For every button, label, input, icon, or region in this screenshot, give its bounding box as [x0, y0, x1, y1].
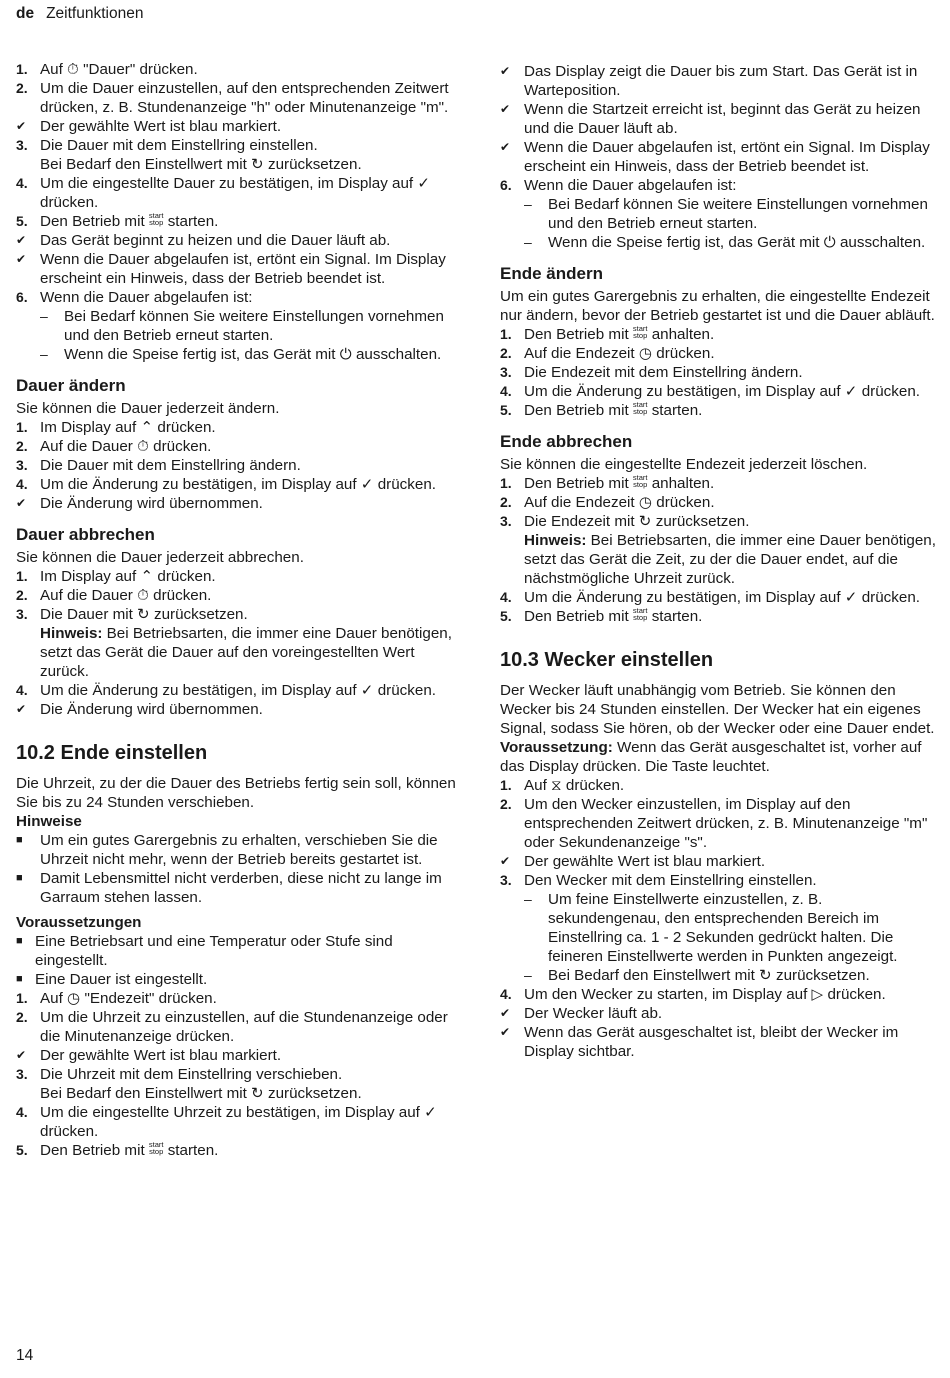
step-item: [500, 607, 938, 626]
step-item: [16, 136, 456, 155]
item-text: Um die Dauer einzustellen, auf den entsprechenden Zeitwert drücken, z. B. Stundenanzeige "h" oder Minutenanzeige "m".: [40, 80, 449, 116]
step-number: 1.: [500, 326, 512, 342]
bullet-list: [16, 932, 456, 989]
item-text: Der gewählte Wert ist blau markiert.: [40, 118, 282, 135]
item-text: Bei Bedarf den Einstellwert mit ↻ zurücksetzen.: [40, 1085, 362, 1102]
item-text: Auf ◷ "Endezeit" drücken.: [40, 990, 217, 1007]
sub-item: [500, 890, 938, 966]
item-text: Auf die Endezeit ◷ drücken.: [524, 494, 715, 511]
heading-ende-aendern: Ende ändern: [500, 264, 603, 283]
result-check-icon: ✔: [500, 854, 511, 868]
right-column: [500, 62, 938, 1061]
sub-item: [16, 307, 456, 345]
step-number: 4.: [16, 682, 28, 698]
step-list: [500, 474, 938, 531]
item-text: Wenn die Dauer abgelaufen ist, ertönt ein Signal. Im Display erscheint ein Hinweis, dass der Betrieb beendet ist.: [40, 251, 446, 287]
start-stop-icon: start stop: [632, 324, 648, 340]
step-item: [16, 700, 456, 719]
heading-dauer-abbrechen: Dauer abbrechen: [16, 525, 155, 544]
step-item: [16, 605, 456, 624]
item-text: Auf die Endezeit ◷ drücken.: [524, 345, 715, 362]
note-text: Bei Betriebsarten, die immer eine Dauer benötigen, setzt das Gerät die Zeit, zu der die Dauer endet, auf die nächstmögliche Uhrzeit zurück.: [524, 532, 936, 587]
item-text: Die Endezeit mit ↻ zurücksetzen.: [524, 513, 750, 530]
step-item: [500, 100, 938, 138]
note: [500, 531, 938, 588]
paragraph: Sie können die eingestellte Endezeit jederzeit löschen.: [500, 456, 868, 473]
item-text: Im Display auf ⌃ drücken.: [40, 419, 216, 436]
page-header: [16, 4, 143, 23]
item-text: Um die Änderung zu bestätigen, im Display auf ✓ drücken.: [40, 682, 436, 699]
item-text: Um die eingestellte Dauer zu bestätigen, im Display auf ✓ drücken.: [40, 175, 431, 211]
bullet-item: [16, 831, 456, 869]
step-number: 3.: [500, 364, 512, 380]
result-check-icon: ✔: [500, 64, 511, 78]
step-number: 4.: [16, 476, 28, 492]
step-number: 3.: [16, 1066, 28, 1082]
item-text: Bei Bedarf den Einstellwert mit ↻ zurücksetzen.: [40, 156, 362, 173]
square-bullet-icon: ■: [16, 935, 23, 947]
step-item: [16, 437, 456, 456]
step-list: [16, 989, 456, 1160]
step-number: 4.: [500, 383, 512, 399]
step-list: [16, 681, 456, 719]
prerequisite: [500, 738, 938, 776]
heading-hinweise: Hinweise: [16, 813, 82, 830]
step-item: [500, 1023, 938, 1061]
step-number: 1.: [500, 475, 512, 491]
step-number: 5.: [16, 1142, 28, 1158]
heading-wecker-einstellen: 10.3 Wecker einstellen: [500, 649, 714, 671]
step-list: [500, 588, 938, 626]
result-check-icon: ✔: [16, 702, 27, 716]
item-text: Auf ⧖ drücken.: [524, 777, 625, 794]
dash-marker: –: [524, 234, 532, 250]
sub-list: [500, 195, 938, 252]
item-text: Wenn die Speise fertig ist, das Gerät mit ⏻ ausschalten.: [548, 234, 926, 251]
heading-ende-abbrechen: Ende abbrechen: [500, 432, 633, 451]
result-check-icon: ✔: [16, 496, 27, 510]
step-item: [16, 456, 456, 475]
step-number: 1.: [16, 990, 28, 1006]
step-item: [16, 250, 456, 288]
step-item: [500, 344, 938, 363]
step-item: [16, 79, 456, 117]
step-number: 4.: [16, 175, 28, 191]
start-stop-icon: start stop: [632, 473, 648, 489]
item-text: Den Betrieb mit start stop anhalten.: [524, 324, 715, 343]
result-check-icon: ✔: [16, 233, 27, 247]
sub-item: [500, 195, 938, 233]
start-stop-icon: start stop: [632, 606, 648, 622]
item-text: Den Betrieb mit start stop starten.: [40, 1140, 219, 1159]
step-item: [16, 1084, 456, 1103]
item-text: Um die Änderung zu bestätigen, im Display auf ✓ drücken.: [524, 589, 920, 606]
item-text: Wenn die Dauer abgelaufen ist:: [524, 177, 737, 194]
note-label: Hinweis:: [524, 532, 587, 549]
dash-marker: –: [524, 196, 532, 212]
step-number: 5.: [500, 608, 512, 624]
square-bullet-icon: ■: [16, 872, 23, 884]
step-item: [500, 325, 938, 344]
result-check-icon: ✔: [16, 1048, 27, 1062]
item-text: Wenn die Speise fertig ist, das Gerät mit ⏻ ausschalten.: [64, 346, 442, 363]
heading-ende-einstellen: 10.2 Ende einstellen: [16, 742, 208, 764]
paragraph: Sie können die Dauer jederzeit abbrechen.: [16, 549, 304, 566]
item-text: Bei Bedarf können Sie weitere Einstellungen vornehmen und den Betrieb erneut starten.: [548, 196, 928, 232]
bullet-item: [16, 970, 456, 989]
step-list: [16, 60, 456, 307]
item-text: Um den Wecker zu starten, im Display auf ▷ drücken.: [524, 986, 886, 1003]
step-item: [16, 681, 456, 700]
item-text: Die Endezeit mit dem Einstellring ändern.: [524, 364, 803, 381]
step-number: 2.: [500, 345, 512, 361]
step-item: [500, 985, 938, 1004]
bullet-list: [16, 831, 456, 907]
item-text: Den Wecker mit dem Einstellring einstellen.: [524, 872, 817, 889]
step-item: [500, 795, 938, 852]
item-text: Der Wecker läuft ab.: [524, 1005, 663, 1022]
item-text: Bei Bedarf den Einstellwert mit ↻ zurücksetzen.: [548, 967, 870, 984]
step-number: 6.: [500, 177, 512, 193]
item-text: Um die Änderung zu bestätigen, im Display auf ✓ drücken.: [524, 383, 920, 400]
result-check-icon: ✔: [500, 1025, 511, 1039]
language-code: de: [16, 5, 35, 22]
item-text: Um ein gutes Garergebnis zu erhalten, verschieben Sie die Uhrzeit nicht mehr, wenn der Betrieb bereits gestartet ist.: [40, 832, 438, 868]
step-item: [500, 62, 938, 100]
step-item: [16, 1103, 456, 1141]
dash-marker: –: [40, 308, 48, 324]
step-item: [500, 871, 938, 890]
item-text: Die Dauer mit dem Einstellring ändern.: [40, 457, 301, 474]
item-text: Wenn die Startzeit erreicht ist, beginnt das Gerät zu heizen und die Dauer läuft ab.: [524, 101, 921, 137]
item-text: Den Betrieb mit start stop starten.: [40, 211, 219, 230]
result-check-icon: ✔: [16, 119, 27, 133]
item-text: Der gewählte Wert ist blau markiert.: [524, 853, 766, 870]
step-item: [500, 493, 938, 512]
step-number: 2.: [16, 1009, 28, 1025]
result-check-icon: ✔: [500, 140, 511, 154]
step-item: [16, 155, 456, 174]
sub-item: [16, 345, 456, 364]
step-number: 4.: [500, 589, 512, 605]
paragraph: Um ein gutes Garergebnis zu erhalten, die eingestellte Endezeit nur ändern, bevor der Betrieb gestartet ist und die Dauer abläuft.: [500, 288, 935, 324]
step-number: 2.: [500, 796, 512, 812]
step-number: 3.: [16, 137, 28, 153]
step-item: [16, 1008, 456, 1046]
step-number: 1.: [500, 777, 512, 793]
step-item: [16, 117, 456, 136]
step-item: [500, 363, 938, 382]
step-item: [16, 418, 456, 437]
step-item: [16, 212, 456, 231]
square-bullet-icon: ■: [16, 834, 23, 846]
item-text: Das Display zeigt die Dauer bis zum Start. Das Gerät ist in Warteposition.: [524, 63, 918, 99]
step-list: [500, 325, 938, 420]
dash-marker: –: [524, 891, 532, 907]
step-item: [16, 494, 456, 513]
sub-item: [500, 966, 938, 985]
step-number: 2.: [16, 587, 28, 603]
step-number: 2.: [16, 80, 28, 96]
step-list: [500, 776, 938, 890]
dash-marker: –: [40, 346, 48, 362]
step-number: 3.: [500, 872, 512, 888]
step-list: [16, 567, 456, 624]
step-number: 3.: [16, 606, 28, 622]
item-text: Wenn die Dauer abgelaufen ist:: [40, 289, 253, 306]
bullet-item: [16, 932, 456, 970]
item-text: Wenn die Dauer abgelaufen ist, ertönt ein Signal. Im Display erscheint ein Hinweis, dass der Betrieb beendet ist.: [524, 139, 930, 175]
item-text: Eine Dauer ist eingestellt.: [35, 971, 208, 988]
item-text: Die Dauer mit ↻ zurücksetzen.: [40, 606, 248, 623]
step-item: [16, 989, 456, 1008]
item-text: Auf die Dauer ⏱ drücken.: [40, 587, 212, 604]
step-list: [16, 418, 456, 513]
bullet-item: [16, 869, 456, 907]
heading-voraussetzungen: Voraussetzungen: [16, 914, 142, 931]
step-item: [16, 174, 456, 212]
result-check-icon: ✔: [500, 102, 511, 116]
item-text: Eine Betriebsart und eine Temperatur oder Stufe sind eingestellt.: [35, 933, 393, 969]
step-item: [500, 474, 938, 493]
step-item: [16, 231, 456, 250]
step-item: [16, 1141, 456, 1160]
item-text: Im Display auf ⌃ drücken.: [40, 568, 216, 585]
item-text: Bei Bedarf können Sie weitere Einstellungen vornehmen und den Betrieb erneut starten.: [64, 308, 444, 344]
item-text: Den Betrieb mit start stop starten.: [524, 400, 703, 419]
step-number: 4.: [16, 1104, 28, 1120]
sub-item: [500, 233, 938, 252]
item-text: Auf ⏱ "Dauer" drücken.: [40, 61, 198, 78]
paragraph: Die Uhrzeit, zu der die Dauer des Betriebs fertig sein soll, können Sie bis zu 24 Stunden verschieben.: [16, 775, 456, 811]
step-list: [500, 985, 938, 1061]
step-item: [500, 401, 938, 420]
item-text: Den Betrieb mit start stop anhalten.: [524, 473, 715, 492]
step-item: [500, 176, 938, 195]
step-number: 6.: [16, 289, 28, 305]
result-check-icon: ✔: [500, 1006, 511, 1020]
item-text: Die Dauer mit dem Einstellring einstellen.: [40, 137, 318, 154]
step-number: 1.: [16, 568, 28, 584]
note: [16, 624, 456, 681]
step-item: [16, 288, 456, 307]
item-text: Der gewählte Wert ist blau markiert.: [40, 1047, 282, 1064]
item-text: Das Gerät beginnt zu heizen und die Dauer läuft ab.: [40, 232, 391, 249]
start-stop-icon: start stop: [632, 400, 648, 416]
prerequisite-label: Voraussetzung:: [500, 739, 613, 756]
note-label: Hinweis:: [40, 625, 103, 642]
step-list: [500, 62, 938, 195]
step-number: 5.: [16, 213, 28, 229]
paragraph: Sie können die Dauer jederzeit ändern.: [16, 400, 280, 417]
step-item: [16, 1046, 456, 1065]
heading-dauer-aendern: Dauer ändern: [16, 376, 126, 395]
item-text: Damit Lebensmittel nicht verderben, diese nicht zu lange im Garraum stehen lassen.: [40, 870, 442, 906]
item-text: Auf die Dauer ⏱ drücken.: [40, 438, 212, 455]
item-text: Um den Wecker einzustellen, im Display auf den entsprechenden Zeitwert drücken, z. B. Minutenanzeige "m" oder Sekundenanzeige "s".: [524, 796, 928, 851]
step-item: [500, 588, 938, 607]
step-item: [500, 776, 938, 795]
dash-marker: –: [524, 967, 532, 983]
prerequisite-text: Wenn das Gerät ausgeschaltet ist, vorher auf das Display drücken. Die Taste leuchtet.: [500, 739, 922, 775]
note-text: Bei Betriebsarten, die immer eine Dauer benötigen, setzt das Gerät die Dauer auf den voreingestellten Wert zurück.: [40, 625, 452, 680]
step-item: [16, 567, 456, 586]
section-title: Zeitfunktionen: [46, 5, 144, 22]
step-item: [16, 1065, 456, 1084]
item-text: Um die Änderung zu bestätigen, im Display auf ✓ drücken.: [40, 476, 436, 493]
sub-list: [500, 890, 938, 985]
left-column: [16, 60, 456, 1160]
item-text: Um die eingestellte Uhrzeit zu bestätigen, im Display auf ✓ drücken.: [40, 1104, 437, 1140]
step-number: 3.: [16, 457, 28, 473]
sub-list: [16, 307, 456, 364]
item-text: Die Uhrzeit mit dem Einstellring verschieben.: [40, 1066, 343, 1083]
item-text: Die Änderung wird übernommen.: [40, 701, 263, 718]
step-number: 2.: [500, 494, 512, 510]
step-item: [500, 138, 938, 176]
step-number: 2.: [16, 438, 28, 454]
step-number: 5.: [500, 402, 512, 418]
step-number: 1.: [16, 419, 28, 435]
item-text: Den Betrieb mit start stop starten.: [524, 606, 703, 625]
item-text: Um die Uhrzeit zu einzustellen, auf die Stundenanzeige oder die Minutenanzeige drücken.: [40, 1009, 448, 1045]
result-check-icon: ✔: [16, 252, 27, 266]
start-stop-icon: start stop: [148, 1140, 164, 1156]
step-item: [500, 1004, 938, 1023]
square-bullet-icon: ■: [16, 973, 23, 985]
page-number: 14: [16, 1347, 34, 1364]
step-item: [16, 475, 456, 494]
paragraph: Der Wecker läuft unabhängig vom Betrieb. Sie können den Wecker bis 24 Stunden einstellen. Der Wecker hat ein eigenes Signal, sodass Sie hören, ob der Wecker oder eine Dauer endet.: [500, 682, 935, 737]
step-item: [16, 586, 456, 605]
step-number: 4.: [500, 986, 512, 1002]
step-item: [500, 382, 938, 401]
step-number: 1.: [16, 61, 28, 77]
step-item: [500, 852, 938, 871]
step-item: [500, 512, 938, 531]
step-number: 3.: [500, 513, 512, 529]
start-stop-icon: start stop: [148, 211, 164, 227]
item-text: Um feine Einstellwerte einzustellen, z. B. sekundengenau, den entsprechenden Bereich im Einstellring ca. 1 - 2 Sekunden gedrückt halten. Die feineren Einstellwerte werden in Punkten angezeigt.: [548, 891, 898, 965]
item-text: Wenn das Gerät ausgeschaltet ist, bleibt der Wecker im Display sichtbar.: [524, 1024, 899, 1060]
item-text: Die Änderung wird übernommen.: [40, 495, 263, 512]
step-item: [16, 60, 456, 79]
